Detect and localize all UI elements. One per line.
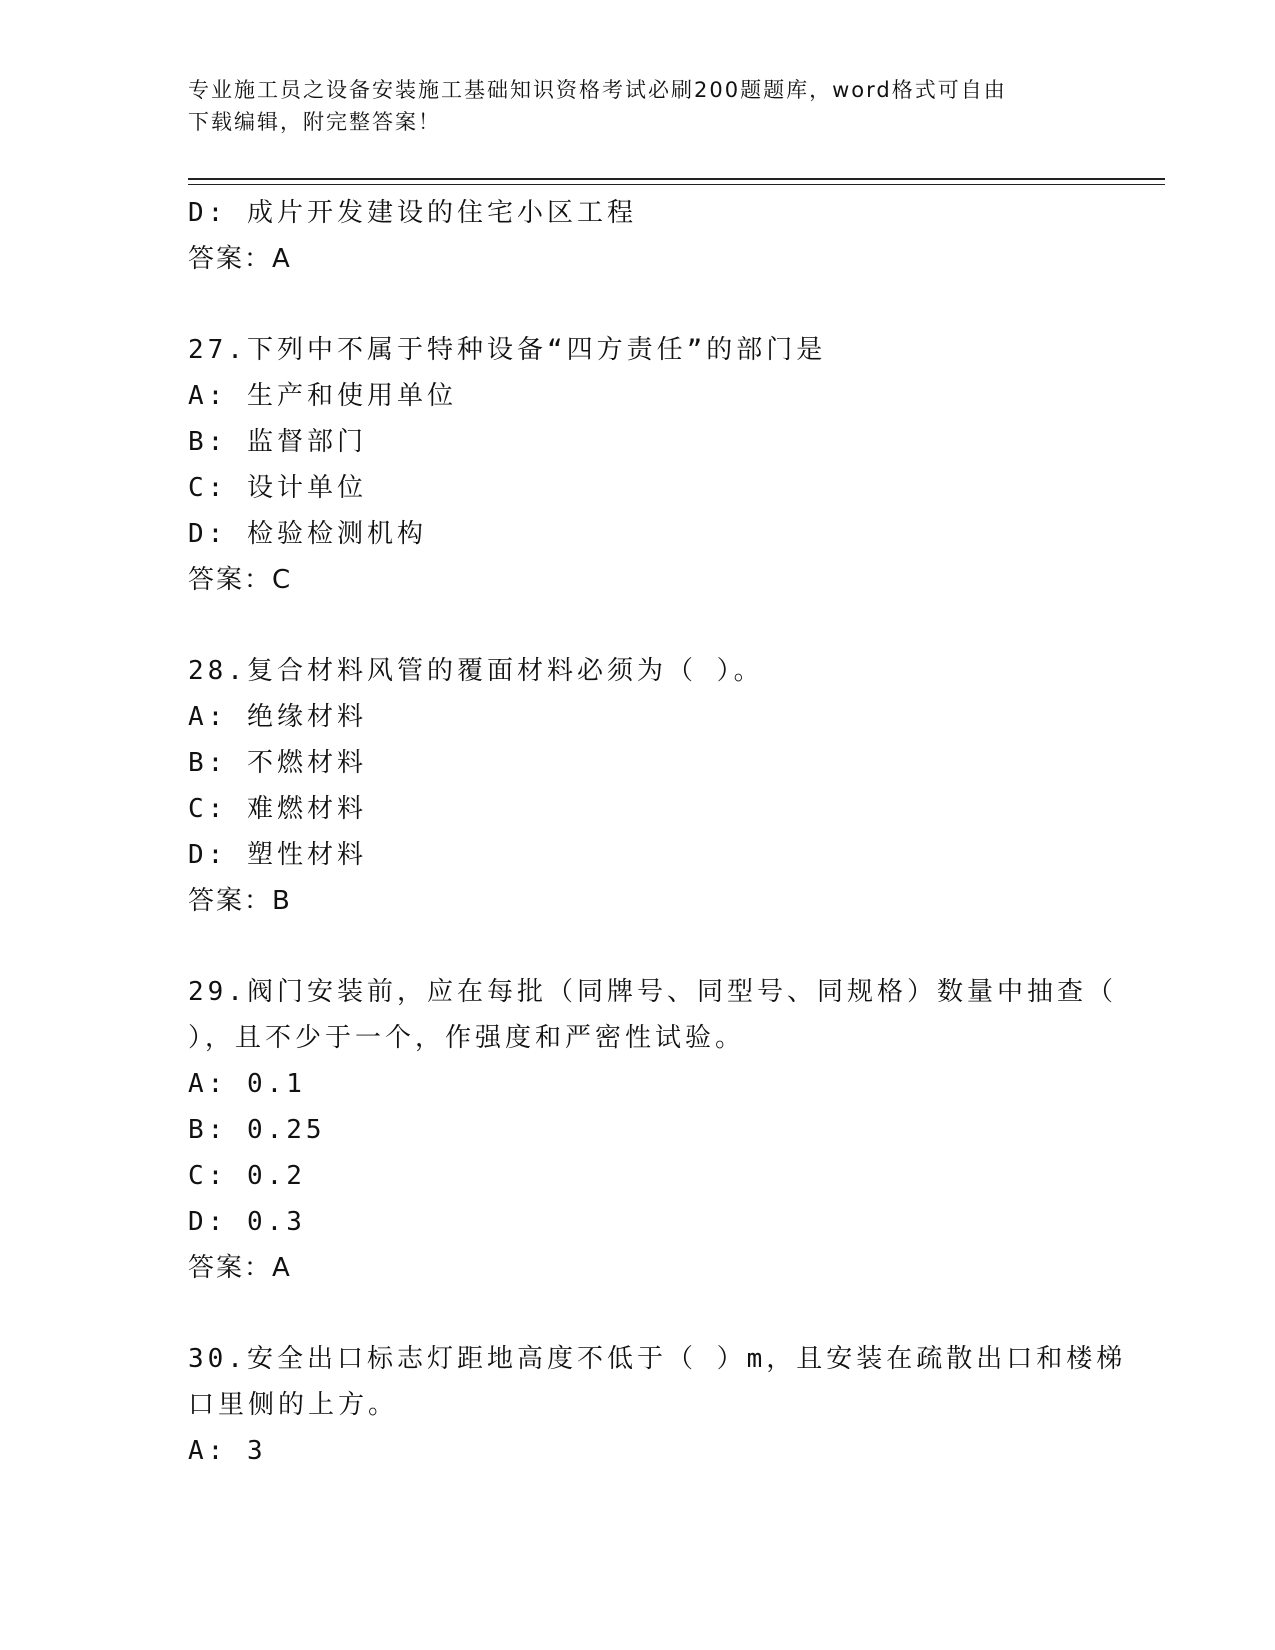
header-rule-thick — [188, 178, 1165, 180]
option-c: C: 难燃材料 — [188, 794, 367, 824]
question-stem-line-1: 30.安全出口标志灯距地高度不低于（ ）m，且安装在疏散出口和楼梯 — [188, 1344, 1127, 1374]
option-b: B: 不燃材料 — [188, 748, 367, 778]
option-c: C: 0.2 — [188, 1161, 306, 1191]
question-stem-line-1: 29.阀门安装前，应在每批（同牌号、同型号、同规格）数量中抽查（ — [188, 977, 1117, 1007]
option-a: A: 3 — [188, 1436, 267, 1466]
option-b: B: 监督部门 — [188, 427, 367, 457]
option-a: A: 生产和使用单位 — [188, 381, 457, 411]
option-d: D: 成片开发建设的住宅小区工程 — [188, 198, 637, 228]
answer: 答案：A — [188, 244, 292, 274]
document-header — [188, 74, 1088, 138]
question-stem-line-2: ），且不少于一个，作强度和严密性试验。 — [188, 1023, 746, 1053]
answer: 答案：B — [188, 886, 292, 916]
question-list — [188, 190, 1127, 1474]
option-d: D: 塑性材料 — [188, 840, 367, 870]
option-d: D: 检验检测机构 — [188, 519, 427, 549]
header-line-2: 下载编辑，附完整答案！ — [188, 110, 441, 134]
question-fragment — [188, 190, 1088, 282]
option-d: D: 0.3 — [188, 1207, 306, 1237]
answer: 答案：A — [188, 1253, 292, 1283]
option-c: C: 设计单位 — [188, 473, 367, 503]
header-line-1: 专业施工员之设备安装施工基础知识资格考试必刷200题题库，word格式可自由 — [188, 78, 1007, 102]
question-30 — [188, 1336, 1127, 1474]
option-a: A: 0.1 — [188, 1069, 306, 1099]
question-stem: 27.下列中不属于特种设备“四方责任”的部门是 — [188, 335, 827, 365]
question-stem: 28.复合材料风管的覆面材料必须为（ ）。 — [188, 656, 764, 686]
option-b: B: 0.25 — [188, 1115, 326, 1145]
option-a: A: 绝缘材料 — [188, 702, 367, 732]
question-28 — [188, 648, 1088, 924]
question-29 — [188, 969, 1117, 1291]
answer: 答案：C — [188, 565, 293, 595]
question-27 — [188, 327, 1088, 603]
header-rule-thin — [188, 184, 1165, 185]
question-stem-line-2: 口里侧的上方。 — [188, 1390, 399, 1420]
